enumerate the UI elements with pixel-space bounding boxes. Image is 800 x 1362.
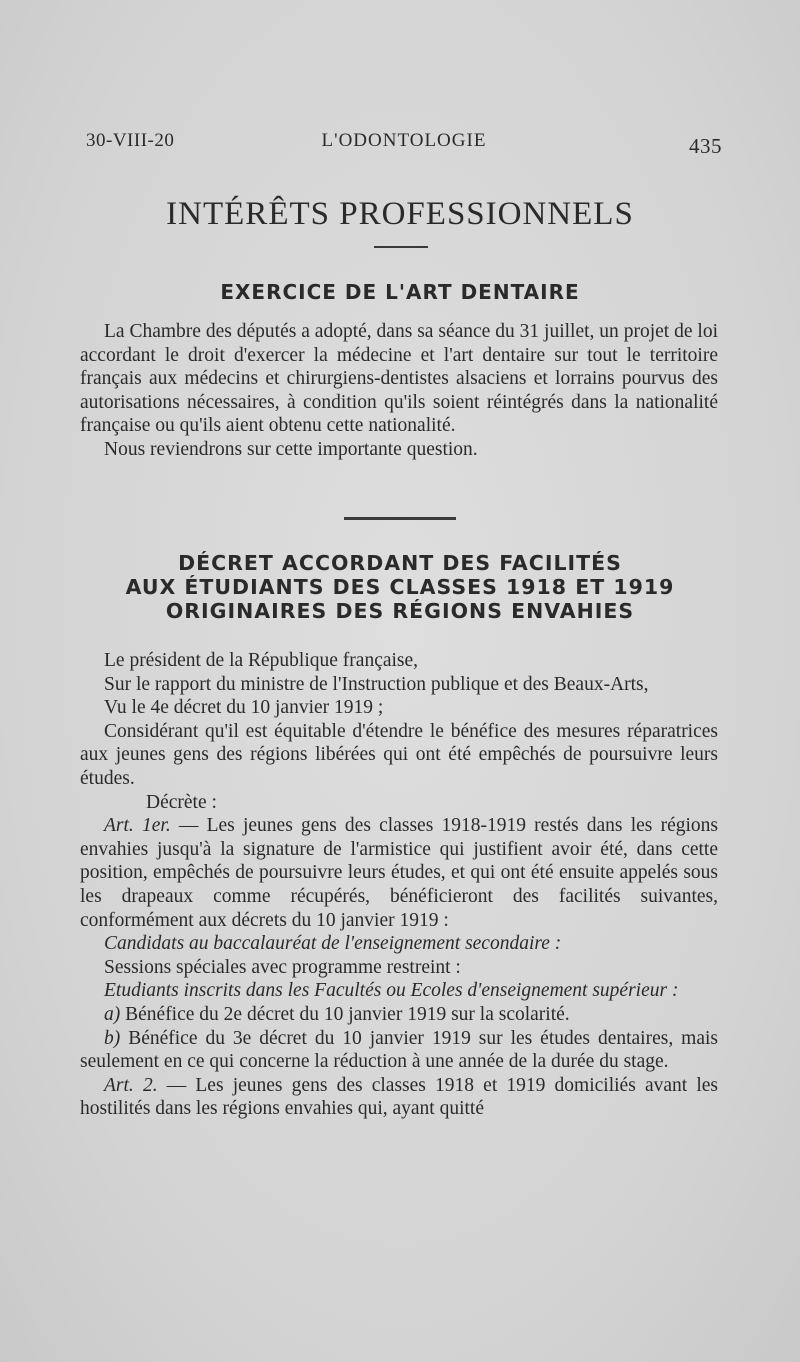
decree-considerant: Considérant qu'il est équitable d'étendre le bénéfice des mesures réparatrices aux jeunes gens des régions libérées qui ont été empêchés de poursuivre leurs études. — [80, 720, 718, 789]
etudiants-heading: Etudiants inscrits dans les Facultés ou Ecoles d'enseignement supérieur : — [104, 980, 679, 1002]
article-divider — [344, 517, 456, 520]
issue-date: 30-VIII-20 — [86, 130, 175, 151]
page-number: 435 — [689, 134, 722, 158]
decree-president: Le président de la République française, — [104, 650, 419, 671]
journal-name: L'ODONTOLOGIE — [321, 130, 487, 151]
article1-body — [80, 320, 718, 462]
decree-sessions: Sessions spéciales avec programme restreint : — [104, 956, 461, 978]
item-b-label: b) — [104, 1027, 121, 1049]
item-b-text: Bénéfice du 3e décret du 10 janvier 1919 sur les études dentaires, mais seulement en ce qui concerne la réduction à une année de la durée du stage. — [80, 1027, 718, 1073]
article-1-label: Art. 1er. — [104, 815, 171, 837]
article2-title-line: AUX ÉTUDIANTS DES CLASSES 1918 ET 1919 — [125, 575, 675, 599]
decree-article-2 — [80, 1074, 718, 1121]
article2-body — [80, 649, 718, 1121]
article1-title: EXERCICE DE L'ART DENTAIRE — [220, 280, 580, 304]
item-a-label: a) — [104, 1003, 121, 1025]
decree-vu: Vu le 4e décret du 10 janvier 1919 ; — [104, 697, 384, 719]
article1-closing: Nous reviendrons sur cette importante question. — [104, 438, 478, 460]
decree-etudiants — [80, 979, 718, 1003]
article2-title-line: ORIGINAIRES DES RÉGIONS ENVAHIES — [165, 599, 635, 623]
decree-decrete: Décrète : — [146, 791, 217, 813]
decree-article-1 — [80, 814, 718, 932]
article2-title-line: DÉCRET ACCORDANT DES FACILITÉS — [178, 551, 622, 575]
decree-rapport: Sur le rapport du ministre de l'Instruction publique et des Beaux-Arts, — [104, 673, 649, 695]
article-2-label: Art. 2. — [104, 1074, 158, 1096]
article-1-text: — Les jeunes gens des classes 1918-1919 restés dans les régions envahies jusqu'à la signature de l'armistice qui justifient avoir été, dans cette position, empêchés de poursuivre leurs études, et qui ont été ensuite appelés sous les drapeaux comme récupérés, bénéficieront des facilités suivantes, conformément aux décrets du 10 janvier 1919 : — [80, 815, 718, 931]
decree-candidats — [80, 932, 718, 956]
item-a-text: Bénéfice du 2e décret du 10 janvier 1919 sur la scolarité. — [120, 1003, 570, 1025]
decree-item-a — [80, 1003, 718, 1027]
decree-item-b — [80, 1027, 718, 1074]
section-title: INTÉRÊTS PROFESSIONNELS — [166, 196, 634, 232]
article1-paragraph: La Chambre des députés a adopté, dans sa séance du 31 juillet, un projet de loi accordant le droit d'exercer la médecine et l'art dentaire sur tout le territoire français aux médecins et chirurgiens-dentistes alsaciens et lorrains pourvus des autorisations nécessaires, à condition qu'ils soient réintégrés dans la nationalité française ou qu'ils aient obtenu cette nationalité. — [80, 321, 718, 437]
article2-title — [0, 551, 800, 623]
candidats-heading: Candidats au baccalauréat de l'enseignement secondaire : — [104, 933, 562, 955]
title-divider — [374, 246, 428, 248]
article-2-text: — Les jeunes gens des classes 1918 et 1919 domiciliés avant les hostilités dans les régions envahies qui, ayant quitté — [80, 1074, 718, 1120]
running-header — [86, 130, 722, 160]
